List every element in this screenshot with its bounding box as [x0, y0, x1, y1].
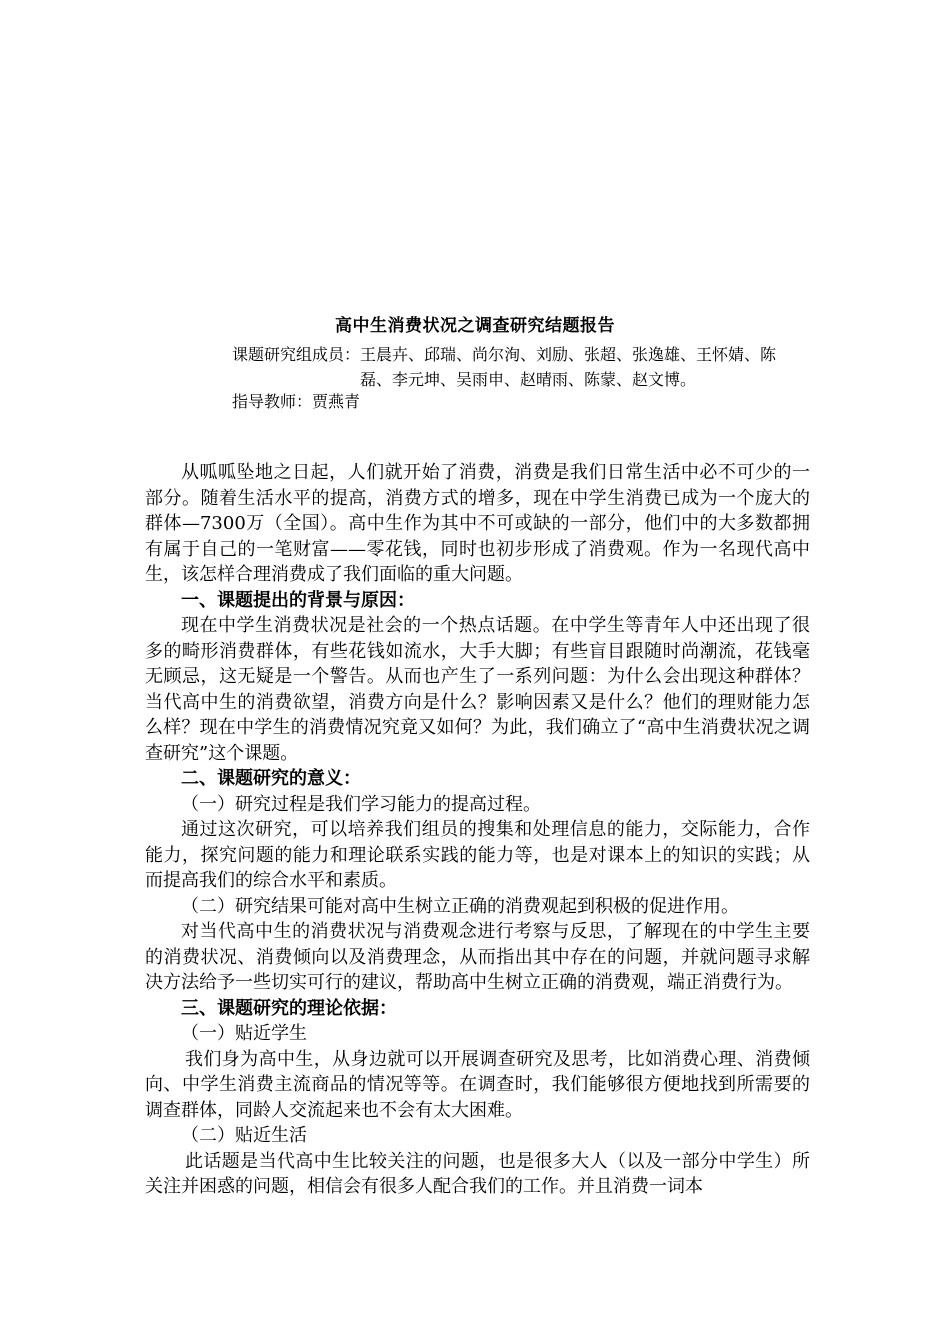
section-2-paragraph-1: 通过这次研究，可以培养我们组员的搜集和处理信息的能力，交际能力，合作能力，探究问题的能力和理论联系实践的能力等，也是对课本上的知识的实践；从而提高我们的综合水平和素质。: [145, 819, 810, 891]
members-line-1: 课题研究组成员：王晨卉、邱瑞、尚尔洵、刘励、张超、张逸雄、王怀婧、陈: [232, 345, 777, 364]
intro-paragraph: 从呱呱坠地之日起，人们就开始了消费，消费是我们日常生活中必不可少的一部分。随着生活水平的提高，消费方式的增多，现在中学生消费已成为一个庞大的群体—7300万（全国）。高中生作为其中不可或缺的一部分，他们中的大多数都拥有属于自己的一笔财富——零花钱，同时也初步形成了消费观。作为一名现代高中生，该怎样合理消费成了我们面临的重大问题。: [145, 462, 810, 585]
section-3-heading: 三、课题研究的理论依据：: [181, 997, 397, 1019]
section-2-paragraph-2: 对当代高中生的消费状况与消费观念进行考察与反思，了解现在的中学生主要的消费状况、消费倾向以及消费理念，从而指出其中存在的问题，并就问题寻求解决方法给予一些切实可行的建议，帮助高中生树立正确的消费观，端正消费行为。: [145, 921, 810, 993]
members-line-2: 磊、李元坤、吴雨申、赵晴雨、陈蒙、赵文博。: [360, 370, 697, 389]
section-3-paragraph-1: 我们身为高中生，从身边就可以开展调查研究及思考，比如消费心理、消费倾向、中学生消费主流商品的情况等等。在调查时，我们能够很方便地找到所需要的调查群体，同龄人交流起来也不会有太大困难。: [145, 1048, 810, 1121]
section-3-subheading-2: （二）贴近生活: [181, 1125, 307, 1146]
section-2-subheading-1: （一）研究过程是我们学习能力的提高过程。: [181, 793, 541, 815]
section-2-heading: 二、课题研究的意义：: [181, 768, 361, 789]
research-members: [232, 342, 812, 392]
section-3-paragraph-2: 此话题是当代高中生比较关注的问题，也是很多大人（以及一部分中学生）所关注并困惑的问题，相信会有很多人配合我们的工作。并且消费一词本: [145, 1150, 810, 1197]
section-1-heading: 一、课题提出的背景与原因：: [181, 589, 415, 611]
section-3-subheading-1: （一）贴近学生: [181, 1023, 307, 1044]
report-body: [145, 460, 810, 1200]
advisor: 指导教师：贾燕青: [232, 392, 361, 411]
document-title: 高中生消费状况之调查研究结题报告: [335, 316, 615, 336]
section-1-paragraph: 现在中学生消费状况是社会的一个热点话题。在中学生等青年人中还出现了很多的畸形消费群体，有些花钱如流水，大手大脚；有些盲目跟随时尚潮流，花钱毫无顾忌，这无疑是一个警告。从而也产生了一系列问题：为什么会出现这种群体？当代高中生的消费欲望，消费方向是什么？影响因素又是什么？他们的理财能力怎么样？现在中学生的消费情况究竟又如何？为此，我们确立了“高中生消费状况之调查研究”这个课题。: [145, 615, 810, 764]
section-2-subheading-2: （二）研究结果可能对高中生树立正确的消费观起到积极的促进作用。: [181, 895, 739, 917]
